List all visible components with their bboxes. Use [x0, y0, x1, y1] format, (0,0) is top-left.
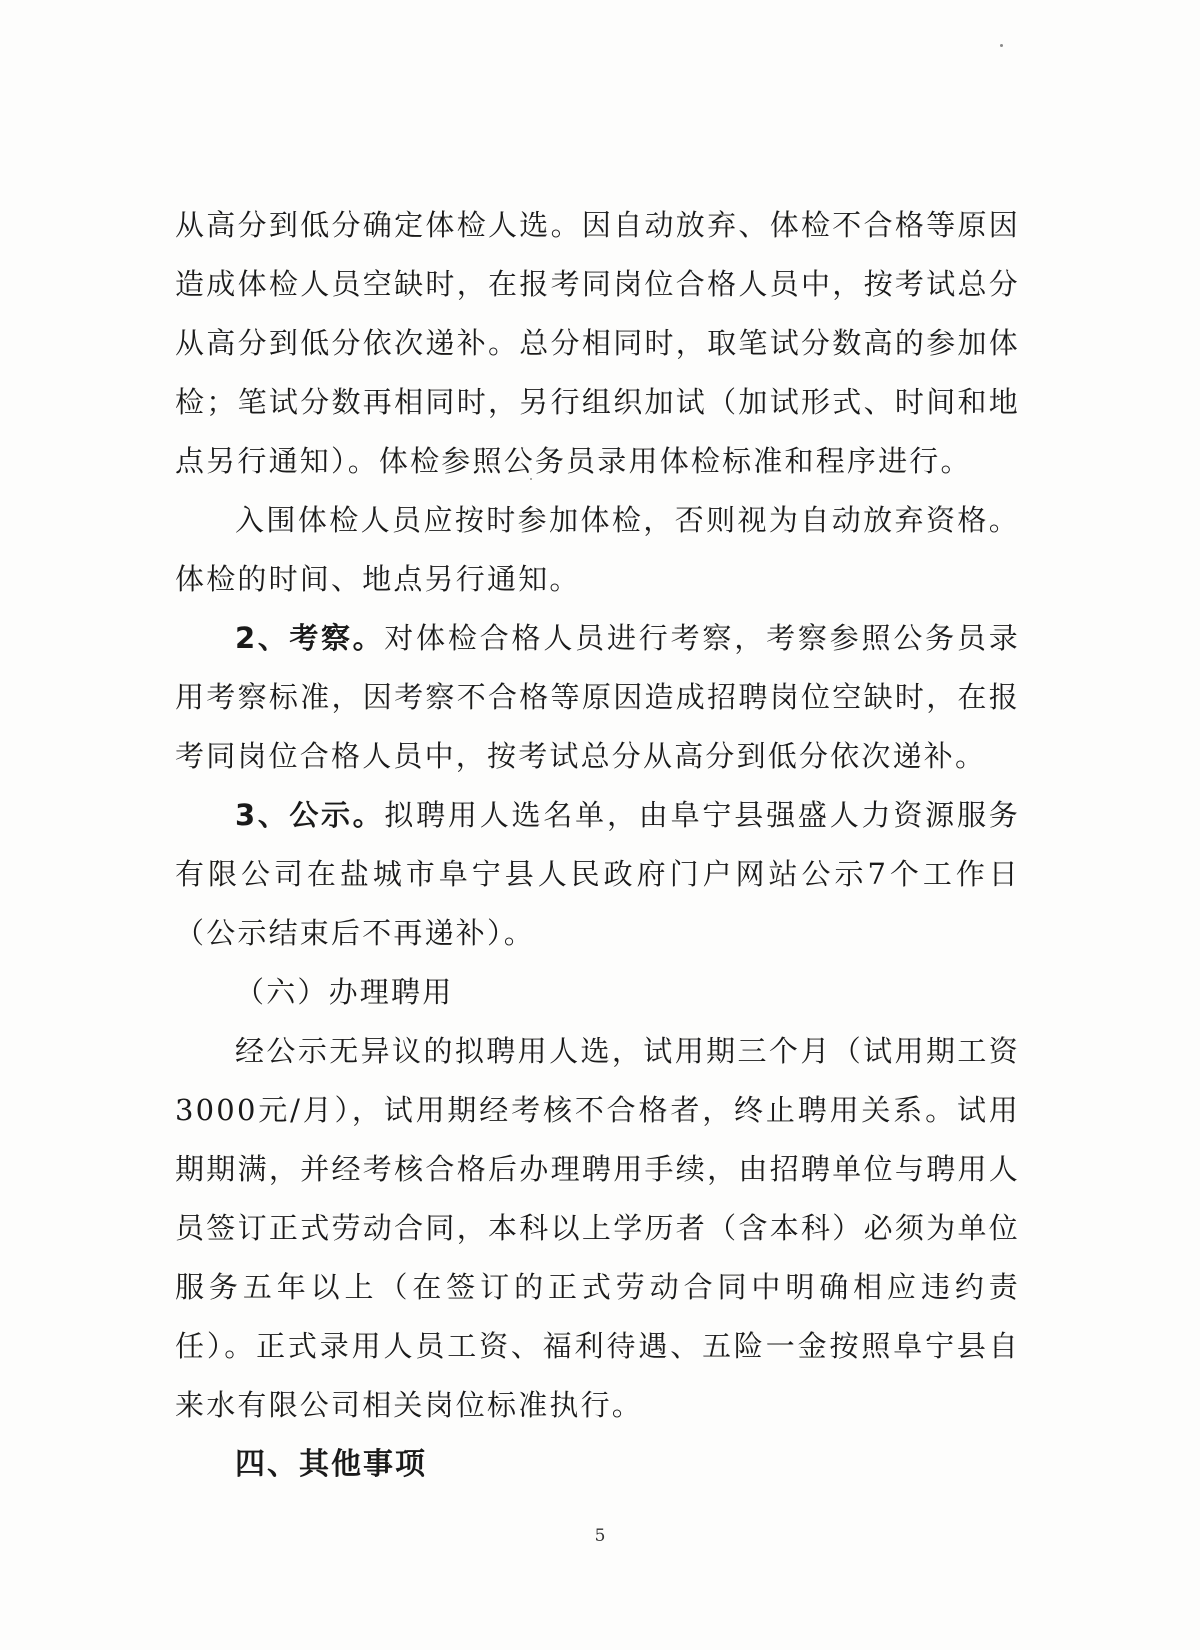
document-body [175, 196, 1020, 1494]
subheading-employment: （六）办理聘用 [235, 975, 454, 1009]
paragraph-public-notice [175, 786, 1020, 963]
paragraph-text: 从高分到低分确定体检人选。因自动放弃、体检不合格等原因造成体检人员空缺时，在报考同岗位合格人员中，按考试总分从高分到低分依次递补。总分相同时，取笔试分数高的参加体检；笔试分数再相同时，另行组织加试（加试形式、时间和地点另行通知）。体检参照公务员录用体检标准和程序进行。 [175, 208, 1020, 478]
scan-speck [1000, 44, 1003, 47]
paragraph-lead: 2、考察。 [235, 621, 385, 655]
page-number: 5 [594, 1526, 606, 1546]
paragraph-text: 经公示无异议的拟聘用人选，试用期三个月（试用期工资3000元/月），试用期经考核不合格者，终止聘用关系。试用期期满，并经考核合格后办理聘用手续，由招聘单位与聘用人员签订正式劳动合同，本科以上学历者（含本科）必须为单位服务五年以上（在签订的正式劳动合同中明确相应违约责任）。正式录用人员工资、福利待遇、五险一金按照阜宁县自来水有限公司相关岗位标准执行。 [175, 1034, 1020, 1422]
paragraph-employment [175, 1022, 1020, 1435]
paragraph-lead: 3、公示。 [235, 798, 385, 832]
paragraph-exam-attendance [175, 491, 1020, 609]
paragraph-text: 对体检合格人员进行考察，考察参照公务员录用考察标准，因考察不合格等原因造成招聘岗位空缺时，在报考同岗位合格人员中，按考试总分从高分到低分依次递补。 [175, 621, 1020, 773]
paragraph-physical-exam [175, 196, 1020, 491]
section-heading-other-matters: 四、其他事项 [235, 1447, 427, 1482]
paragraph-inspection [175, 609, 1020, 786]
paragraph-text: 入围体检人员应按时参加体检，否则视为自动放弃资格。体检的时间、地点另行通知。 [175, 503, 1020, 596]
paragraph-text: 拟聘用人选名单，由阜宁县强盛人力资源服务有限公司在盐城市阜宁县人民政府门户网站公示7个工作日（公示结束后不再递补）。 [175, 798, 1020, 950]
